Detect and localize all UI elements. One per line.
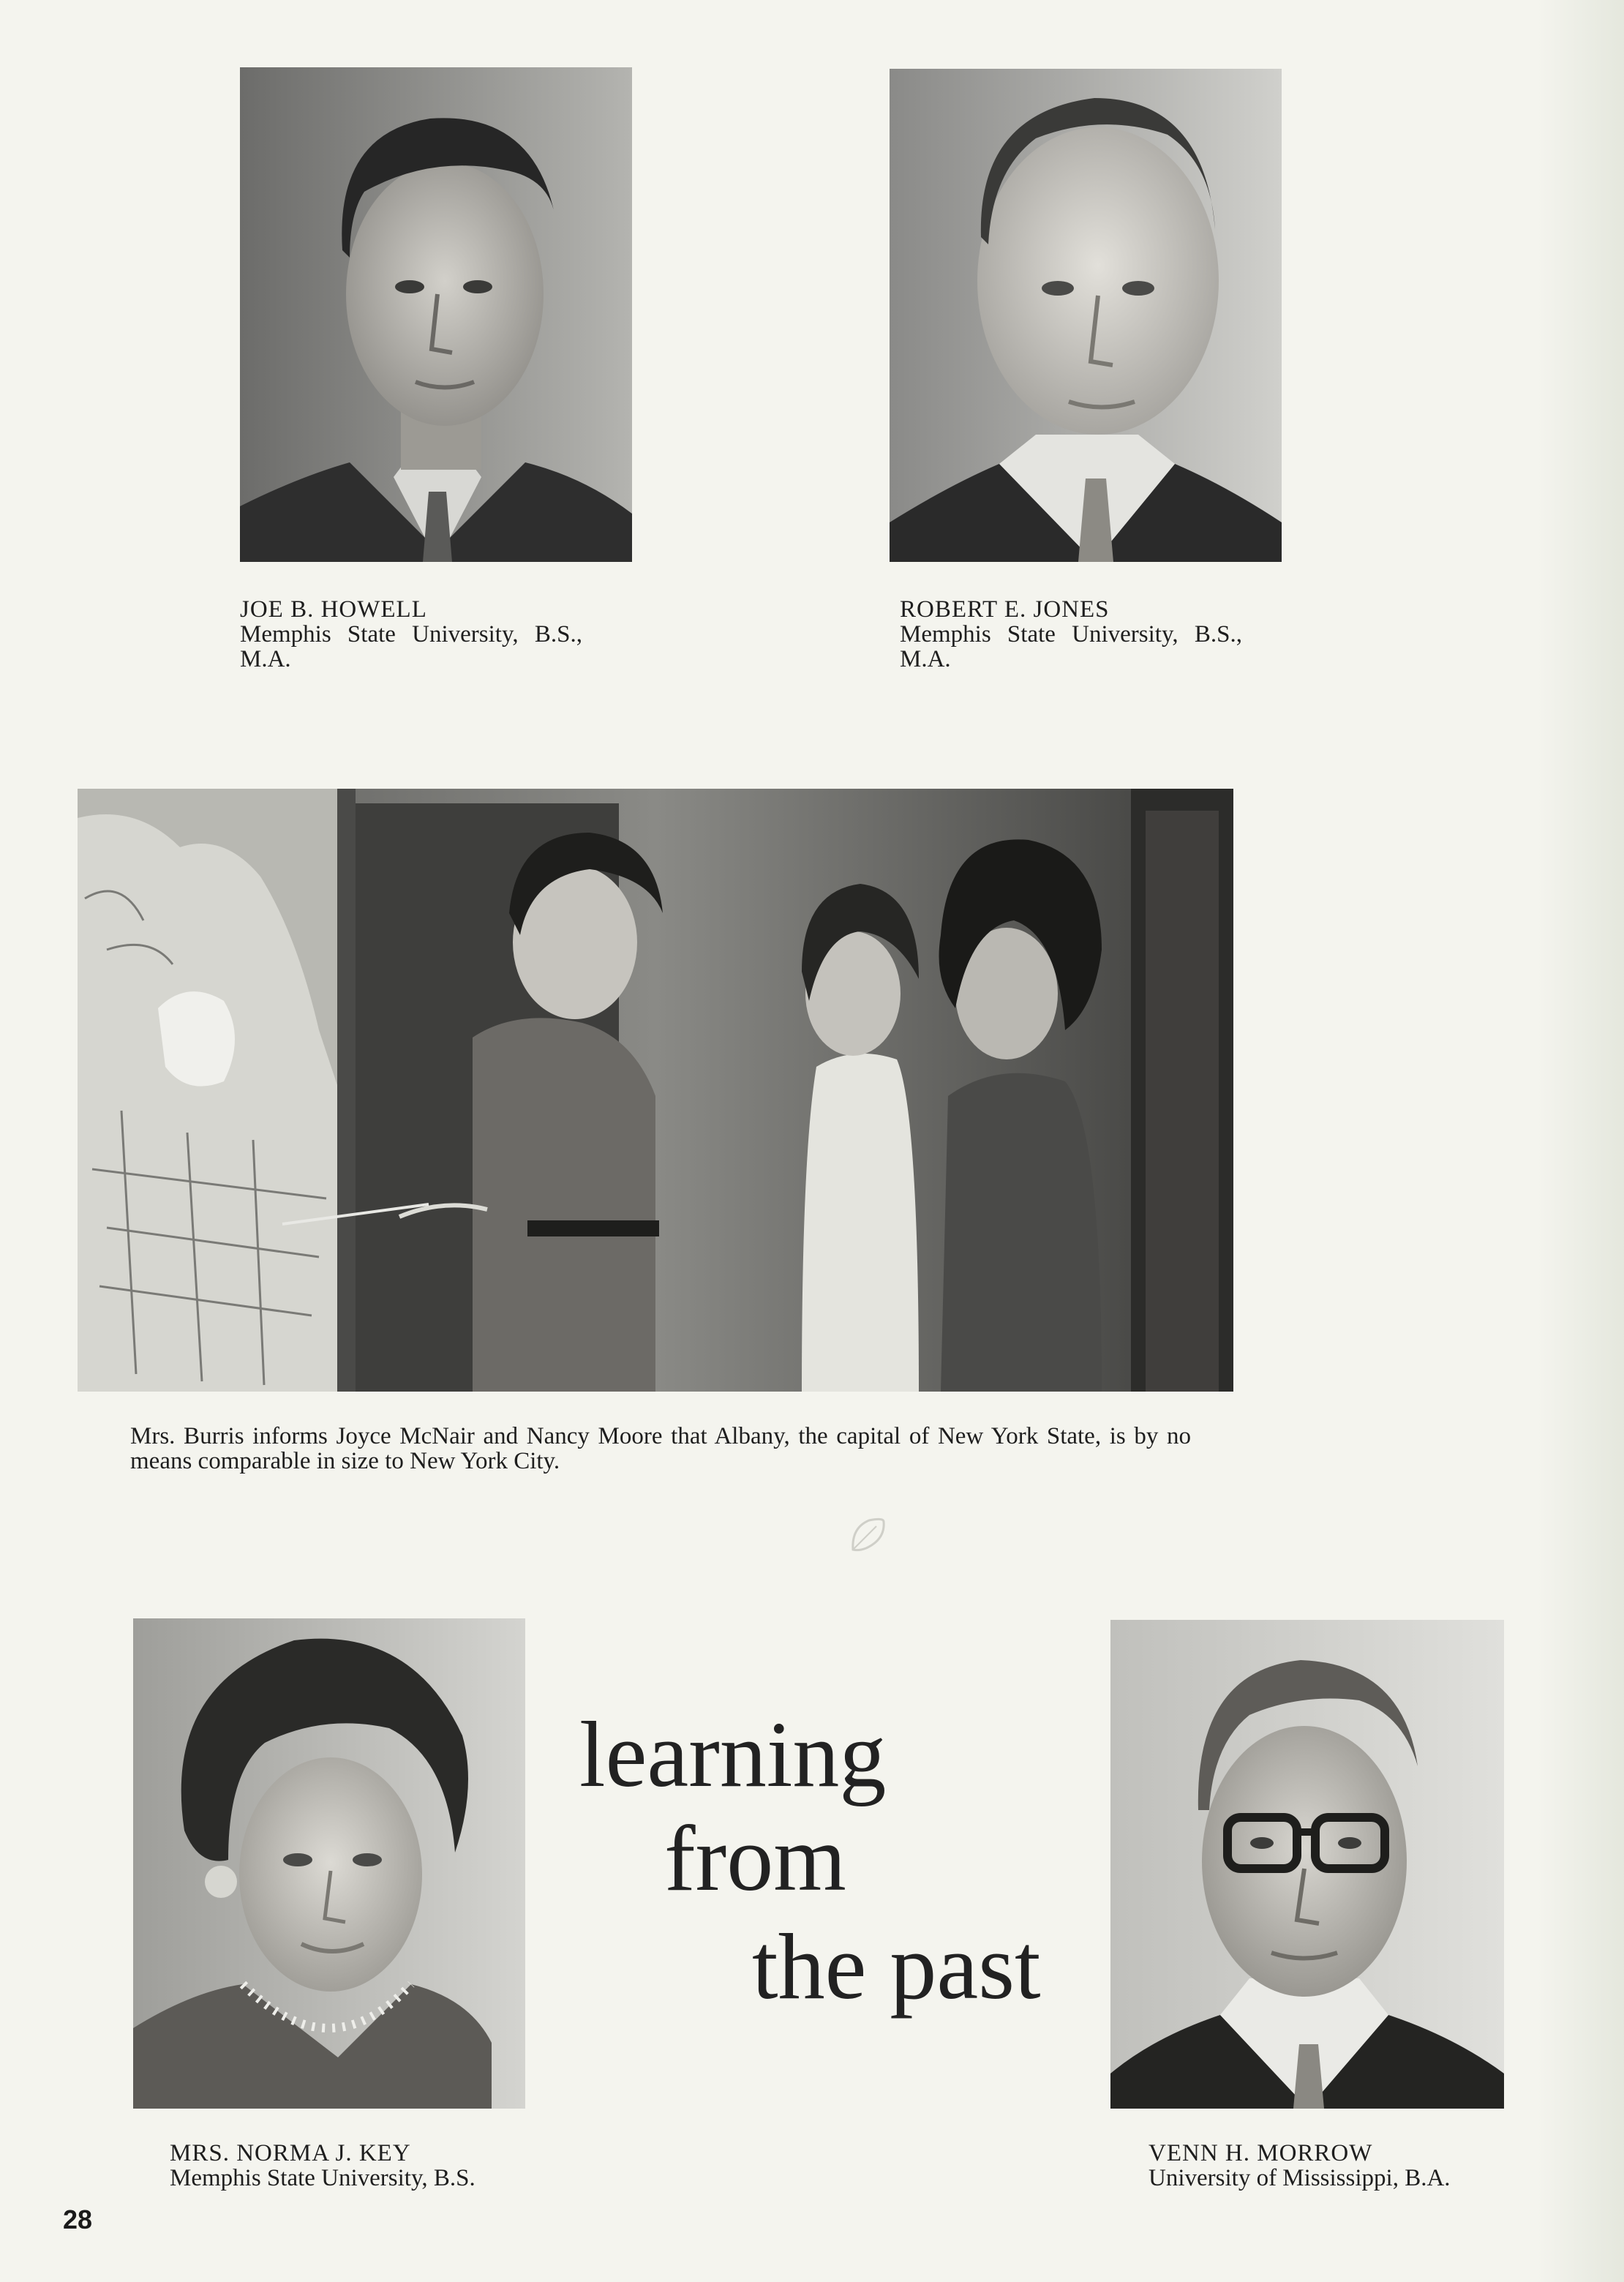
caption-norma-j-key xyxy=(170,2141,609,2191)
title-line-learning: learning xyxy=(579,1703,887,1806)
faculty-degree: University of Mississippi, B.A. xyxy=(1149,2165,1451,2191)
faculty-degree-continued: M.A. xyxy=(240,646,291,672)
faculty-degree: Memphis State University, B.S., xyxy=(900,621,1242,648)
title-line-from: from xyxy=(664,1806,846,1910)
caption-joe-b-howell xyxy=(240,597,628,672)
portrait-robert-e-jones xyxy=(890,69,1282,562)
classroom-photo xyxy=(78,789,1233,1392)
caption-robert-e-jones xyxy=(900,597,1287,672)
leaf-watermark-icon xyxy=(847,1515,888,1555)
faculty-degree: Memphis State University, B.S., xyxy=(240,621,582,648)
page-edge-shading xyxy=(1536,0,1624,2282)
faculty-name: JOE B. HOWELL xyxy=(240,596,427,623)
faculty-name: VENN H. MORROW xyxy=(1149,2140,1373,2166)
portrait-joe-b-howell xyxy=(240,67,632,562)
faculty-name: ROBERT E. JONES xyxy=(900,596,1110,623)
page-number: 28 xyxy=(63,2204,93,2234)
faculty-name: MRS. NORMA J. KEY xyxy=(170,2140,411,2166)
caption-venn-h-morrow xyxy=(1149,2141,1587,2191)
title-line-the-past: the past xyxy=(752,1915,1041,2019)
portrait-norma-j-key xyxy=(133,1618,525,2109)
faculty-degree: Memphis State University, B.S. xyxy=(170,2165,475,2191)
portrait-venn-h-morrow xyxy=(1110,1620,1504,2109)
faculty-degree-continued: M.A. xyxy=(900,646,951,672)
classroom-photo-caption: Mrs. Burris informs Joyce McNair and Nancy Moore that Albany, the capital of New York State, is by no means comparable in size to New York City. xyxy=(130,1423,1191,1474)
